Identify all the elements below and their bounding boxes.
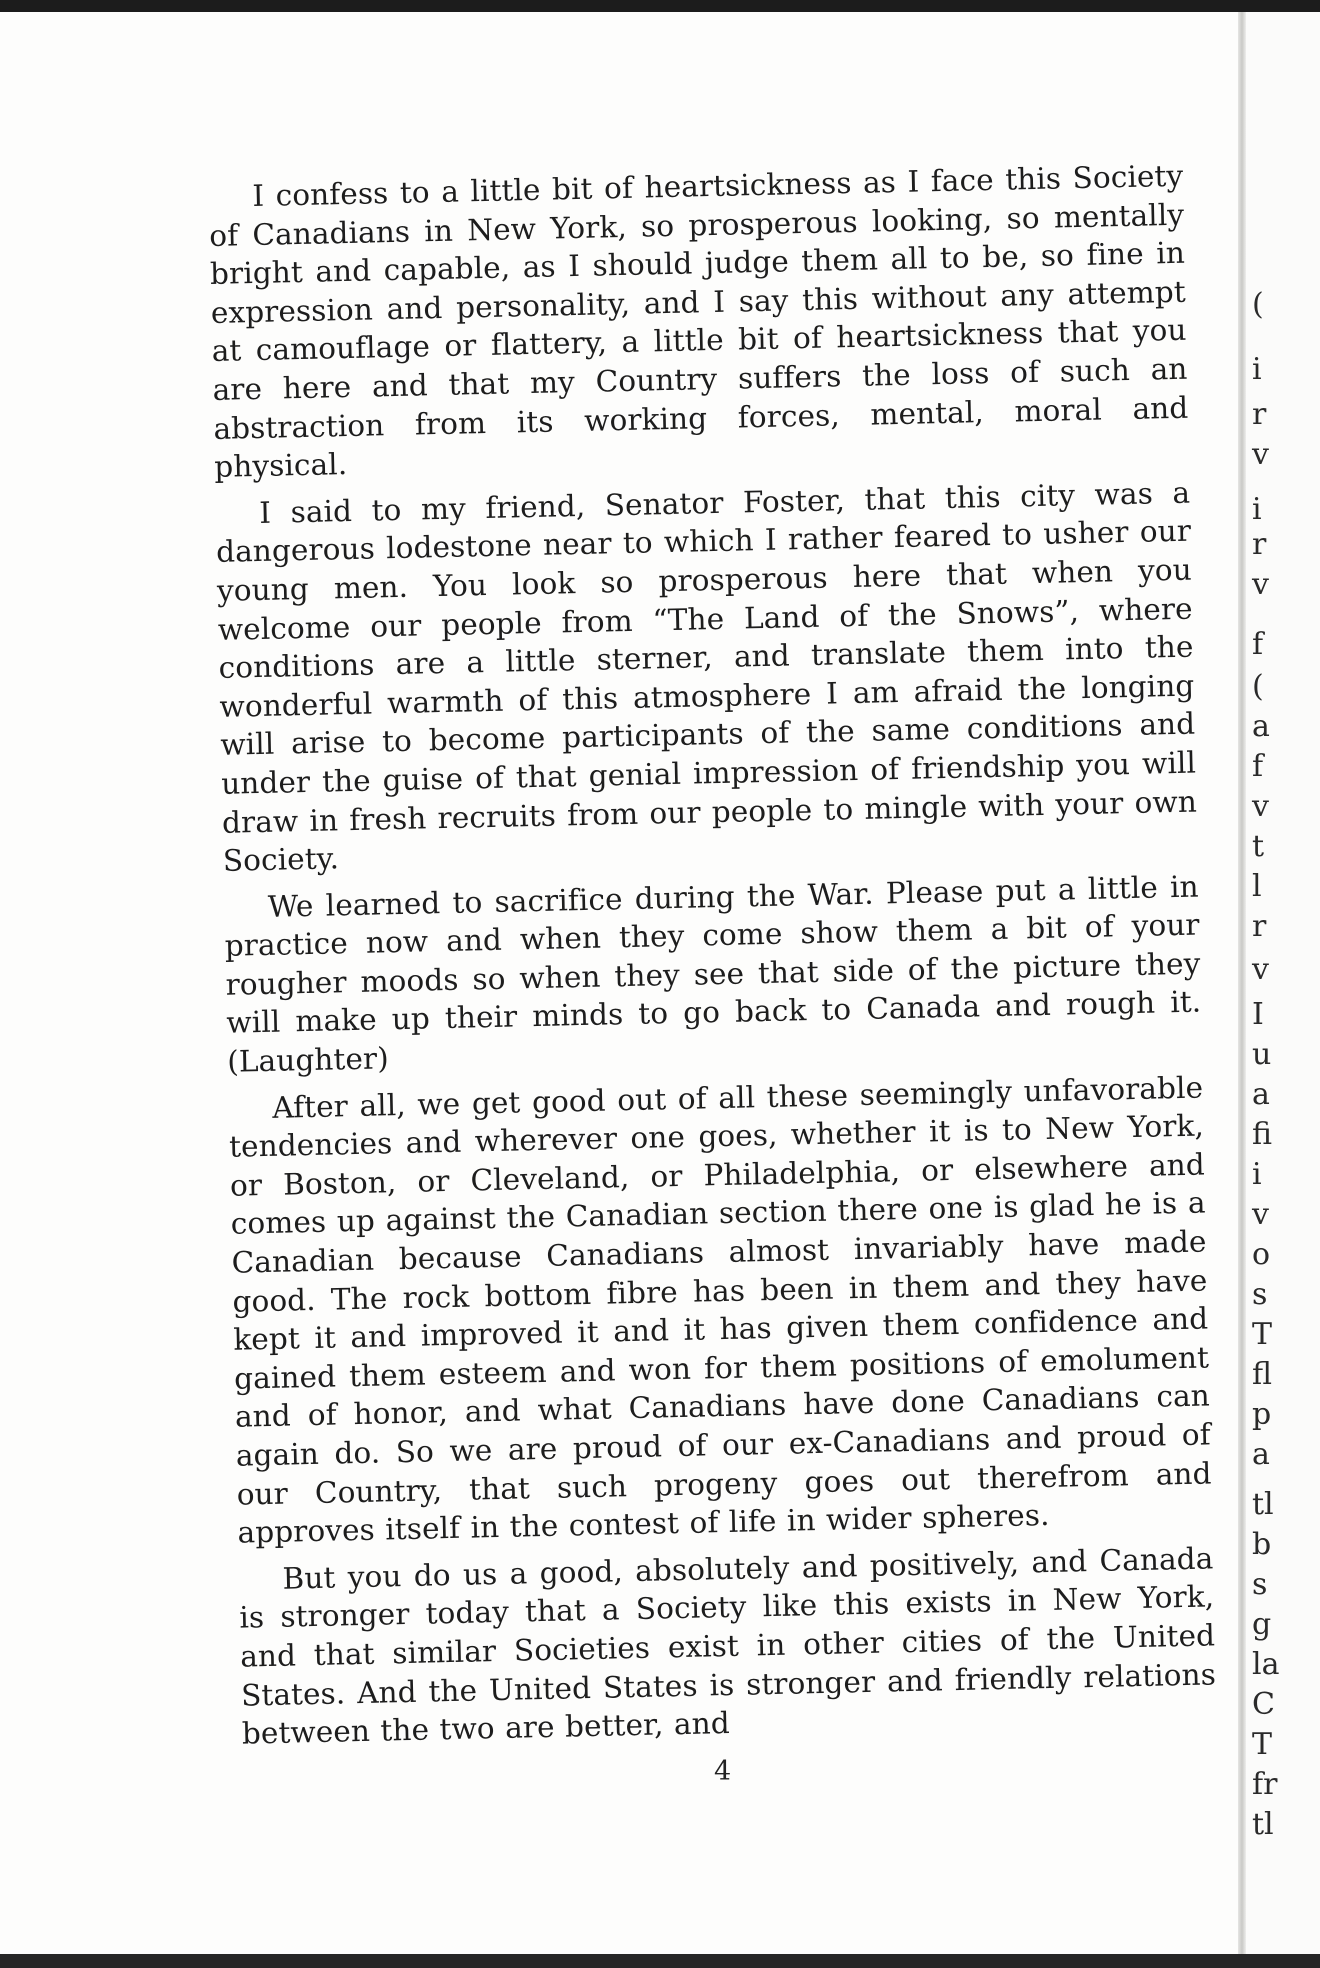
facing-page-fragment: a — [1252, 709, 1270, 744]
facing-page-edge — [1246, 12, 1320, 1954]
facing-page-fragment: f — [1252, 749, 1264, 784]
facing-page-fragment: s — [1252, 1277, 1268, 1312]
facing-page-fragment: r — [1252, 909, 1267, 944]
facing-page-fragment: u — [1252, 1037, 1272, 1072]
facing-page-fragment: p — [1252, 1397, 1272, 1432]
facing-page-fragment: r — [1252, 527, 1267, 562]
facing-page-fragment: v — [1252, 789, 1269, 824]
facing-page-fragment: i — [1252, 1157, 1262, 1192]
paragraph-3: We learned to sacrifice during the War. Please put a little in practice now and when they come show them a bit of your rougher moods so when they see that side of the picture they will make up their minds to go back to Canada and rough it. (Laughter) — [224, 869, 1202, 1079]
facing-page-fragment: C — [1252, 1687, 1275, 1722]
facing-page-fragment: T — [1252, 1317, 1273, 1352]
facing-page-fragment: v — [1252, 952, 1269, 987]
facing-page-fragment: s — [1252, 1567, 1268, 1602]
facing-page-fragment: o — [1252, 1237, 1271, 1272]
book-gutter — [1238, 12, 1246, 1954]
facing-page-fragment: v — [1252, 1197, 1269, 1232]
facing-page-fragment: fl — [1252, 1357, 1273, 1392]
facing-page-fragment: i — [1252, 352, 1262, 387]
facing-page-fragment: l — [1252, 869, 1262, 904]
paragraph-1: I confess to a little bit of heartsickness as I face this Society of Canadians in New York, so prosperous looking, so mentally bright and capable, as I should judge them all to be, so fine in expression and personality, and I say this without any attempt at camouflage or flattery, a little bit of heartsickness that you are here and that my Country suffers the loss of such an abstraction from its working forces, mental, moral and physical. — [208, 158, 1189, 485]
facing-page-fragment: T — [1252, 1727, 1273, 1762]
facing-page-fragment: I — [1252, 997, 1264, 1032]
page-number: 4 — [714, 1756, 732, 1787]
facing-page-fragment: tl — [1252, 1807, 1274, 1842]
facing-page-fragment: f — [1252, 627, 1264, 662]
facing-page-fragment: ( — [1252, 287, 1264, 322]
facing-page-fragment: a — [1252, 1437, 1270, 1472]
paragraph-5: But you do us a good, absolutely and positively, and Canada is stronger today that a Society like this exists in New York, and that similar Societies exist in other cities of the United States. And the United States is stronger and friendly relations between the two are better, and — [239, 1541, 1217, 1751]
facing-page-fragment: fi — [1252, 1117, 1273, 1152]
paragraph-2: I said to my friend, Senator Foster, that this city was a dangerous lodestone near to which I rather feared to usher our young men. You look so prosperous here that when you welcome our people from “The Land of the Snows”, where conditions are a little sterner, and translate them into the wonderful warmth of this atmosphere I am afraid the longing will arise to become participants of the same conditions and under the guise of that genial impression of friendship you will draw in fresh recruits from our people to mingle with your own Society. — [215, 475, 1198, 878]
facing-page-fragment: ( — [1252, 669, 1264, 704]
facing-page-fragment: r — [1252, 397, 1267, 432]
paragraph-4: After all, we get good out of all these seemingly unfavorable tendencies and wherever one goes, whether it is to New York, or Boston, or Cleveland, or Philadelphia, or elsewhere and comes up against the Canadian section there one is glad he is a Canadian because Canadians almost invariably have made good. The rock bottom fibre has been in them and they have kept it and improved it and it has given them confidence and gained them esteem and won for them positions of emolument and of honor, and what Canadians have done Canadians can again do. So we are proud of our ex-Canadians and proud of our Country, that such progeny goes out therefrom and approves itself in the contest of life in wider spheres. — [228, 1070, 1212, 1550]
facing-page-fragment: b — [1252, 1527, 1272, 1562]
facing-page-fragment: v — [1252, 567, 1269, 602]
facing-page-fragment: tl — [1252, 1487, 1274, 1522]
facing-page-fragment: g — [1252, 1607, 1272, 1642]
page-text-block — [208, 157, 1217, 1762]
facing-page-fragment: v — [1252, 437, 1269, 472]
scan-bottom-edge — [0, 1954, 1320, 1968]
facing-page-fragment: a — [1252, 1077, 1270, 1112]
facing-page-fragment: la — [1252, 1647, 1280, 1682]
facing-page-fragment: fr — [1252, 1767, 1278, 1802]
facing-page-fragment: i — [1252, 492, 1262, 527]
scan-top-edge — [0, 0, 1320, 12]
facing-page-fragment: t — [1252, 829, 1265, 864]
